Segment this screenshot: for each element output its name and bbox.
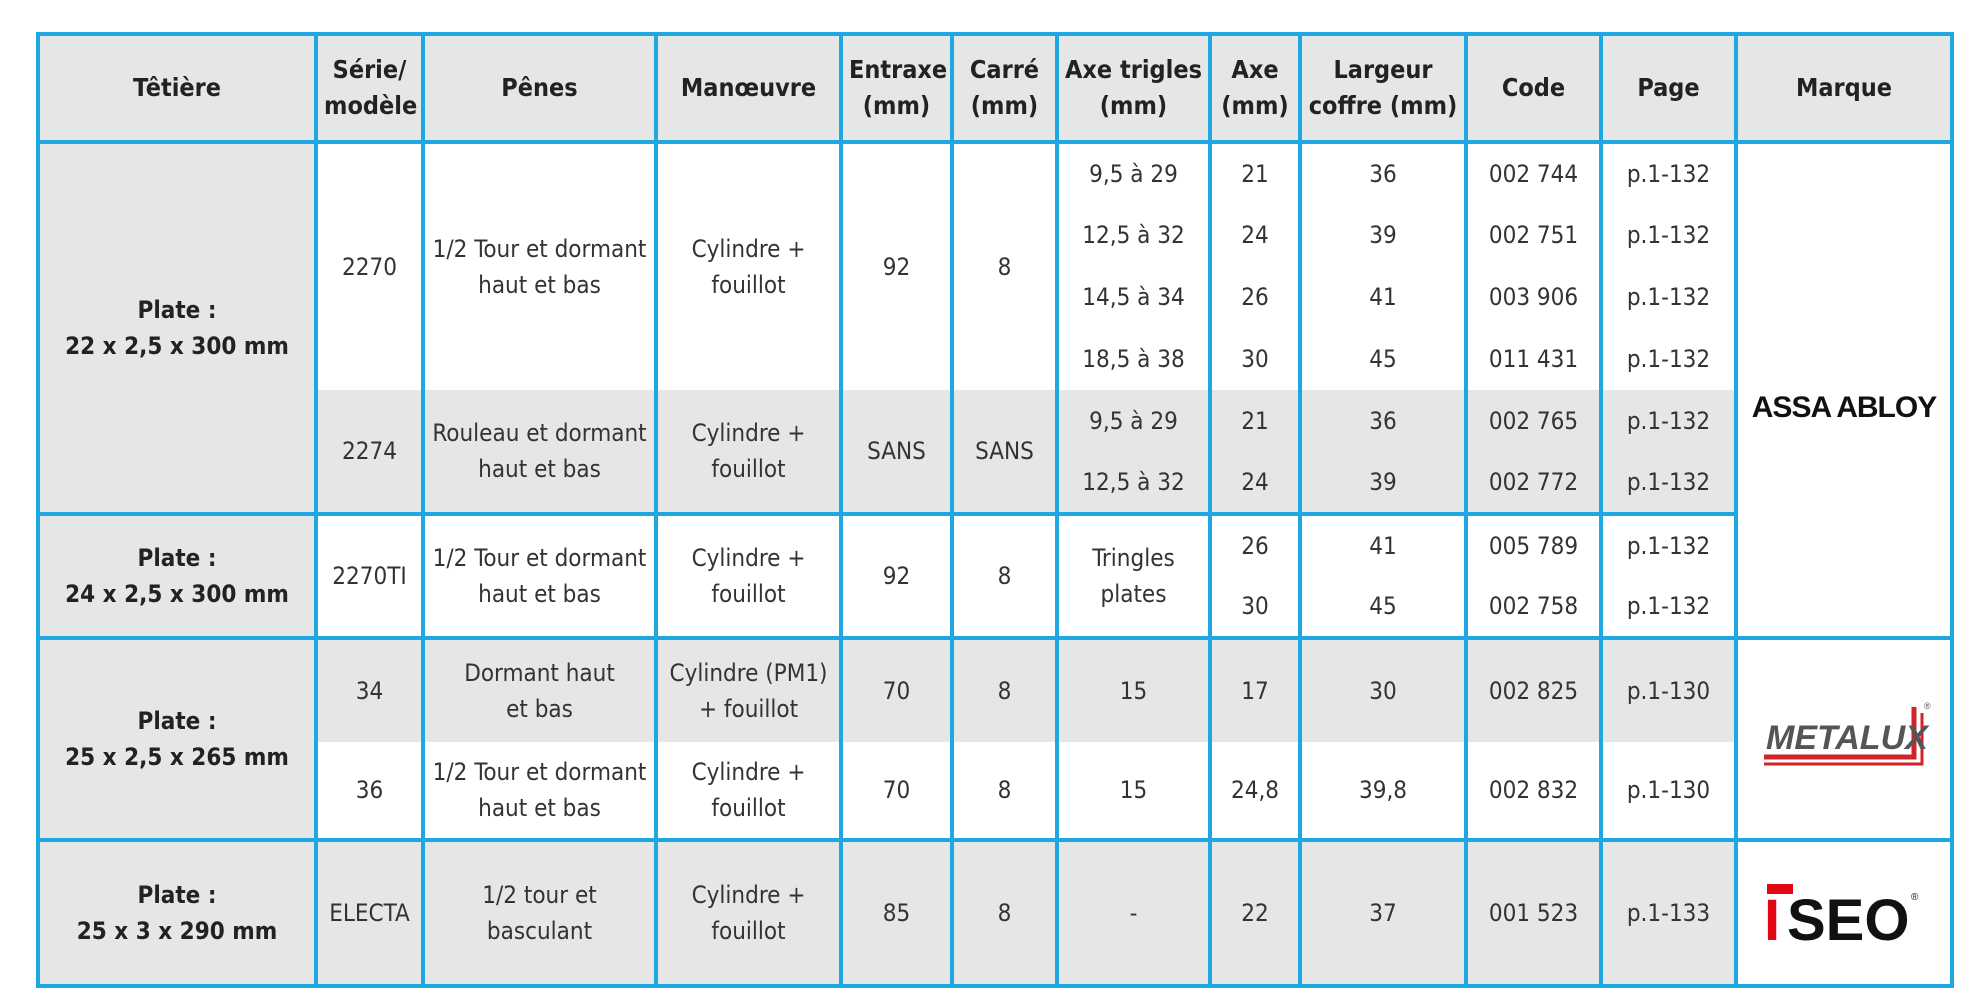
header-cell: Code — [1466, 34, 1601, 142]
registered-mark: ® — [1924, 701, 1931, 711]
brand-cell-metalux — [1736, 638, 1952, 840]
axe-trigles-cell: 15 — [1057, 742, 1210, 840]
manoeuvre-cell: Cylindre + fouillot — [656, 390, 841, 514]
page-cell: p.1-132 — [1601, 390, 1736, 452]
axe-trigles-cell: 18,5 à 38 — [1057, 328, 1210, 390]
code-cell: 002 772 — [1466, 452, 1601, 514]
axe-trigles-cell: 15 — [1057, 638, 1210, 742]
brand-cell-iseo — [1736, 840, 1952, 986]
code-cell: 002 744 — [1466, 142, 1601, 204]
entraxe-cell: SANS — [841, 390, 952, 514]
manoeuvre-cell: Cylindre + fouillot — [656, 142, 841, 390]
code-cell: 002 751 — [1466, 204, 1601, 266]
tetiere-cell: Plate : 24 x 2,5 x 300 mm — [38, 514, 316, 638]
largeur-cell: 36 — [1300, 390, 1466, 452]
table-row — [38, 514, 1952, 576]
tetiere-cell: Plate : 25 x 2,5 x 265 mm — [38, 638, 316, 840]
axe-cell: 26 — [1210, 266, 1300, 328]
header-cell: Page — [1601, 34, 1736, 142]
table-row — [38, 390, 1952, 452]
modele-cell: 34 — [316, 638, 423, 742]
entraxe-cell: 70 — [841, 742, 952, 840]
page-cell: p.1-132 — [1601, 514, 1736, 576]
penes-cell: 1/2 tour et basculant — [423, 840, 656, 986]
code-cell: 002 758 — [1466, 576, 1601, 638]
largeur-cell: 36 — [1300, 142, 1466, 204]
manoeuvre-cell: Cylindre + fouillot — [656, 742, 841, 840]
page-cell: p.1-132 — [1601, 142, 1736, 204]
axe-trigles-cell: 9,5 à 29 — [1057, 142, 1210, 204]
modele-cell: 2274 — [316, 390, 423, 514]
penes-cell: 1/2 Tour et dormant haut et bas — [423, 514, 656, 638]
penes-cell: Dormant haut et bas — [423, 638, 656, 742]
entraxe-cell: 92 — [841, 514, 952, 638]
header-cell: Marque — [1736, 34, 1952, 142]
code-cell: 002 765 — [1466, 390, 1601, 452]
table-row — [38, 638, 1952, 742]
header-cell: Manœuvre — [656, 34, 841, 142]
iseo-logo-text: SEO — [1787, 888, 1910, 948]
page-cell: p.1-130 — [1601, 638, 1736, 742]
page-cell: p.1-132 — [1601, 328, 1736, 390]
header-row — [38, 34, 1952, 142]
axe-cell: 24,8 — [1210, 742, 1300, 840]
modele-cell: 2270TI — [316, 514, 423, 638]
iseo-logo-i: I — [1764, 888, 1781, 948]
header-cell: Axe (mm) — [1210, 34, 1300, 142]
code-cell: 011 431 — [1466, 328, 1601, 390]
lock-spec-table — [36, 32, 1954, 988]
carre-cell: 8 — [952, 742, 1057, 840]
axe-trigles-cell: 14,5 à 34 — [1057, 266, 1210, 328]
axe-cell: 26 — [1210, 514, 1300, 576]
manoeuvre-cell: Cylindre (PM1) + fouillot — [656, 638, 841, 742]
axe-trigles-cell: 12,5 à 32 — [1057, 452, 1210, 514]
largeur-cell: 45 — [1300, 576, 1466, 638]
axe-cell: 24 — [1210, 452, 1300, 514]
entraxe-cell: 85 — [841, 840, 952, 986]
iseo-logo — [1759, 878, 1929, 948]
largeur-cell: 45 — [1300, 328, 1466, 390]
axe-cell: 22 — [1210, 840, 1300, 986]
assa-abloy-logo: ASSA ABLOY — [1751, 390, 1937, 424]
axe-cell: 30 — [1210, 328, 1300, 390]
carre-cell: 8 — [952, 638, 1057, 742]
table-row — [38, 840, 1952, 986]
brand-cell-assa — [1736, 142, 1952, 638]
entraxe-cell: 70 — [841, 638, 952, 742]
largeur-cell: 30 — [1300, 638, 1466, 742]
code-cell: 001 523 — [1466, 840, 1601, 986]
header-cell: Carré (mm) — [952, 34, 1057, 142]
carre-cell: 8 — [952, 514, 1057, 638]
page-cell: p.1-132 — [1601, 452, 1736, 514]
page-cell: p.1-133 — [1601, 840, 1736, 986]
axe-cell: 24 — [1210, 204, 1300, 266]
axe-trigles-cell: 9,5 à 29 — [1057, 390, 1210, 452]
header-cell: Entraxe (mm) — [841, 34, 952, 142]
carre-cell: 8 — [952, 142, 1057, 390]
axe-cell: 17 — [1210, 638, 1300, 742]
metalux-logo-text: METALUX — [1766, 719, 1928, 757]
largeur-cell: 39,8 — [1300, 742, 1466, 840]
table-row — [38, 742, 1952, 840]
code-cell: 002 825 — [1466, 638, 1601, 742]
carre-cell: SANS — [952, 390, 1057, 514]
largeur-cell: 41 — [1300, 266, 1466, 328]
code-cell: 003 906 — [1466, 266, 1601, 328]
table-row — [38, 142, 1952, 204]
page-cell: p.1-132 — [1601, 204, 1736, 266]
axe-cell: 21 — [1210, 142, 1300, 204]
header-cell: Série/ modèle — [316, 34, 423, 142]
registered-mark: ® — [1911, 892, 1919, 903]
axe-cell: 21 — [1210, 390, 1300, 452]
manoeuvre-cell: Cylindre + fouillot — [656, 514, 841, 638]
header-cell: Axe trigles (mm) — [1057, 34, 1210, 142]
header-cell: Largeur coffre (mm) — [1300, 34, 1466, 142]
code-cell: 005 789 — [1466, 514, 1601, 576]
entraxe-cell: 92 — [841, 142, 952, 390]
carre-cell: 8 — [952, 840, 1057, 986]
penes-cell: Rouleau et dormant haut et bas — [423, 390, 656, 514]
page-cell: p.1-132 — [1601, 576, 1736, 638]
metalux-logo — [1754, 699, 1934, 779]
header-cell: Têtière — [38, 34, 316, 142]
manoeuvre-cell: Cylindre + fouillot — [656, 840, 841, 986]
page-cell: p.1-130 — [1601, 742, 1736, 840]
modele-cell: ELECTA — [316, 840, 423, 986]
axe-trigles-cell: Tringles plates — [1057, 514, 1210, 638]
header-cell: Pênes — [423, 34, 656, 142]
largeur-cell: 39 — [1300, 452, 1466, 514]
penes-cell: 1/2 Tour et dormant haut et bas — [423, 142, 656, 390]
largeur-cell: 41 — [1300, 514, 1466, 576]
axe-trigles-cell: - — [1057, 840, 1210, 986]
largeur-cell: 39 — [1300, 204, 1466, 266]
page-cell: p.1-132 — [1601, 266, 1736, 328]
axe-trigles-cell: 12,5 à 32 — [1057, 204, 1210, 266]
tetiere-cell: Plate : 25 x 3 x 290 mm — [38, 840, 316, 986]
penes-cell: 1/2 Tour et dormant haut et bas — [423, 742, 656, 840]
code-cell: 002 832 — [1466, 742, 1601, 840]
largeur-cell: 37 — [1300, 840, 1466, 986]
modele-cell: 2270 — [316, 142, 423, 390]
modele-cell: 36 — [316, 742, 423, 840]
axe-cell: 30 — [1210, 576, 1300, 638]
tetiere-cell: Plate : 22 x 2,5 x 300 mm — [38, 142, 316, 514]
